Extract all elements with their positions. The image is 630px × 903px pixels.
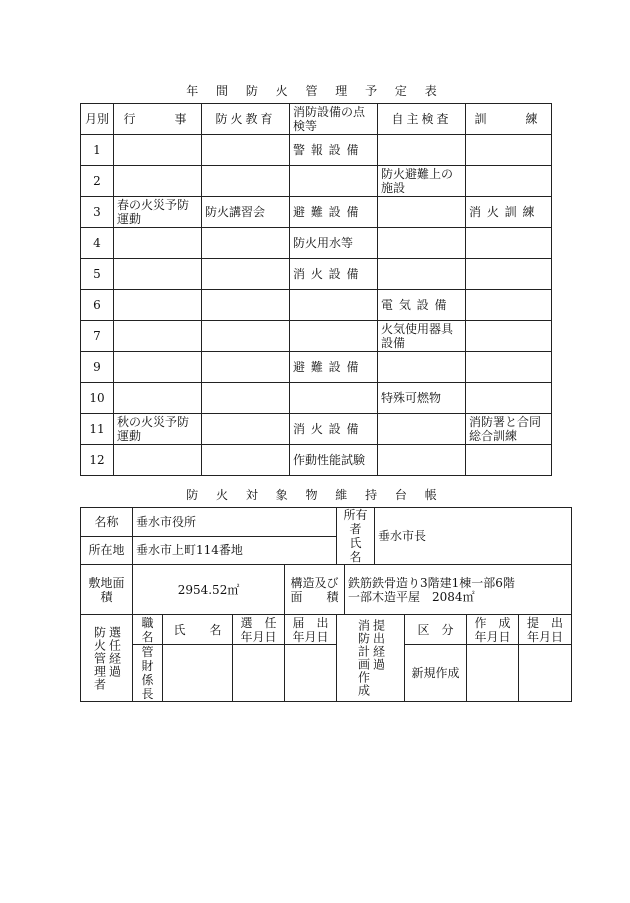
- event-cell: [114, 321, 202, 352]
- inspection-cell: [378, 135, 466, 166]
- education-cell: [202, 290, 290, 321]
- event-cell: 春の火災予防運動: [114, 197, 202, 228]
- structure-label-1: 構造及び: [290, 575, 339, 590]
- inspection-cell: 防火避難上の施設: [378, 166, 466, 197]
- person-name-header: 氏 名: [163, 615, 233, 645]
- name-value: 垂水市役所: [133, 508, 337, 537]
- address-value: 垂水市上町114番地: [133, 536, 337, 565]
- maintenance-ledger-table: [80, 507, 572, 702]
- inspection-cell: [378, 197, 466, 228]
- training-cell: [466, 166, 552, 197]
- created-date-value: [467, 645, 519, 702]
- education-cell: 防火講習会: [202, 197, 290, 228]
- post-value-1: 管財: [133, 645, 163, 674]
- annual-header-row: [81, 104, 552, 135]
- submission-history-text: 提出経過: [371, 619, 386, 671]
- category-value: 新規作成: [405, 645, 467, 702]
- equipment-cell: 警 報 設 備: [290, 135, 378, 166]
- annual-schedule-table: [80, 103, 552, 476]
- equipment-cell: [290, 383, 378, 414]
- training-cell: [466, 290, 552, 321]
- event-cell: [114, 290, 202, 321]
- month-cell: 1: [81, 135, 114, 166]
- category-header: 区 分: [405, 615, 467, 645]
- annual-row: [81, 259, 552, 290]
- education-cell: [202, 321, 290, 352]
- inspection-cell: [378, 352, 466, 383]
- annual-row: [81, 290, 552, 321]
- equipment-cell: 防火用水等: [290, 228, 378, 259]
- event-cell: [114, 166, 202, 197]
- event-cell: [114, 383, 202, 414]
- annual-row: [81, 166, 552, 197]
- inspection-cell: 特殊可燃物: [378, 383, 466, 414]
- month-cell: 11: [81, 414, 114, 445]
- annual-row: [81, 135, 552, 166]
- inspection-cell: [378, 228, 466, 259]
- education-cell: [202, 228, 290, 259]
- annual-row: [81, 352, 552, 383]
- equipment-cell: 消 火 設 備: [290, 414, 378, 445]
- training-cell: [466, 259, 552, 290]
- event-cell: [114, 135, 202, 166]
- site-area-label: 敷地面積: [81, 565, 133, 615]
- education-cell: [202, 259, 290, 290]
- fire-manager-label: [81, 615, 133, 702]
- equipment-cell: [290, 290, 378, 321]
- education-cell: [202, 445, 290, 476]
- training-cell: [466, 445, 552, 476]
- training-cell: [466, 383, 552, 414]
- header-inspection: 自主検査: [378, 104, 466, 135]
- structure-label: [285, 565, 345, 615]
- header-equipment: 消防設備の点検等: [290, 104, 378, 135]
- ledger-row-entry-1: [81, 645, 572, 674]
- inspection-cell: [378, 445, 466, 476]
- month-cell: 10: [81, 383, 114, 414]
- training-cell: [466, 135, 552, 166]
- structure-value: [345, 565, 572, 615]
- education-cell: [202, 383, 290, 414]
- post-header: 職名: [133, 615, 163, 645]
- training-cell: 消 火 訓 練: [466, 197, 552, 228]
- month-cell: 4: [81, 228, 114, 259]
- header-event: 行 事: [114, 104, 202, 135]
- owner-label-1: 所有者: [337, 508, 375, 537]
- annual-row: [81, 445, 552, 476]
- equipment-cell: [290, 321, 378, 352]
- event-cell: [114, 228, 202, 259]
- event-cell: [114, 352, 202, 383]
- training-cell: [466, 228, 552, 259]
- training-cell: 消防署と合同総合訓練: [466, 414, 552, 445]
- inspection-cell: [378, 414, 466, 445]
- owner-value: 垂水市長: [375, 508, 572, 565]
- header-training: 訓 練: [466, 104, 552, 135]
- education-cell: [202, 166, 290, 197]
- address-label: 所在地: [81, 536, 133, 565]
- equipment-cell: 消 火 設 備: [290, 259, 378, 290]
- education-cell: [202, 352, 290, 383]
- event-cell: 秋の火災予防運動: [114, 414, 202, 445]
- education-cell: [202, 135, 290, 166]
- structure-value-2: 一部木造平屋 2084㎡: [348, 589, 475, 604]
- training-cell: [466, 321, 552, 352]
- month-cell: 5: [81, 259, 114, 290]
- education-cell: [202, 414, 290, 445]
- month-cell: 6: [81, 290, 114, 321]
- appointment-date-header: 選 任 年月日: [233, 615, 285, 645]
- ledger-row-name: [81, 508, 572, 537]
- fire-plan-text: 消防計画作成: [356, 619, 371, 697]
- month-cell: 12: [81, 445, 114, 476]
- month-cell: 7: [81, 321, 114, 352]
- header-education: 防火教育: [202, 104, 290, 135]
- structure-label-2: 面 積: [290, 589, 339, 604]
- ledger-row-area: [81, 565, 572, 615]
- month-cell: 3: [81, 197, 114, 228]
- annual-row: [81, 321, 552, 352]
- event-cell: [114, 445, 202, 476]
- annual-row: [81, 383, 552, 414]
- fire-plan-label: [337, 615, 405, 702]
- post-value-2: 係長: [133, 673, 163, 702]
- submitted-date-header: 提 出 年月日: [519, 615, 572, 645]
- name-label: 名称: [81, 508, 133, 537]
- equipment-cell: 避 難 設 備: [290, 197, 378, 228]
- site-area-value: 2954.52㎡: [133, 565, 285, 615]
- ledger-title: 防 火 対 象 物 維 持 台 帳: [186, 488, 444, 502]
- owner-label-2: 氏 名: [337, 536, 375, 565]
- inspection-cell: [378, 259, 466, 290]
- annual-row: [81, 228, 552, 259]
- created-date-header: 作 成 年月日: [467, 615, 519, 645]
- fire-manager-text: 防火管理者: [92, 625, 107, 691]
- structure-value-1: 鉄筋鉄骨造り3階建1棟一部6階: [348, 575, 515, 590]
- notification-date-header: 届 出 年月日: [285, 615, 337, 645]
- annual-row: [81, 414, 552, 445]
- inspection-cell: 電 気 設 備: [378, 290, 466, 321]
- appointment-history-text: 選任経過: [107, 625, 122, 678]
- event-cell: [114, 259, 202, 290]
- annual-row: [81, 197, 552, 228]
- month-cell: 9: [81, 352, 114, 383]
- ledger-row-header: [81, 615, 572, 645]
- month-cell: 2: [81, 166, 114, 197]
- training-cell: [466, 352, 552, 383]
- notification-date-value: [285, 645, 337, 702]
- equipment-cell: 作動性能試験: [290, 445, 378, 476]
- equipment-cell: [290, 166, 378, 197]
- person-name-value: [163, 645, 233, 702]
- appointment-date-value: [233, 645, 285, 702]
- inspection-cell: 火気使用器具設備: [378, 321, 466, 352]
- annual-schedule-title: 年 間 防 火 管 理 予 定 表: [186, 84, 444, 98]
- submitted-date-value: [519, 645, 572, 702]
- header-month: 月別: [81, 104, 114, 135]
- equipment-cell: 避 難 設 備: [290, 352, 378, 383]
